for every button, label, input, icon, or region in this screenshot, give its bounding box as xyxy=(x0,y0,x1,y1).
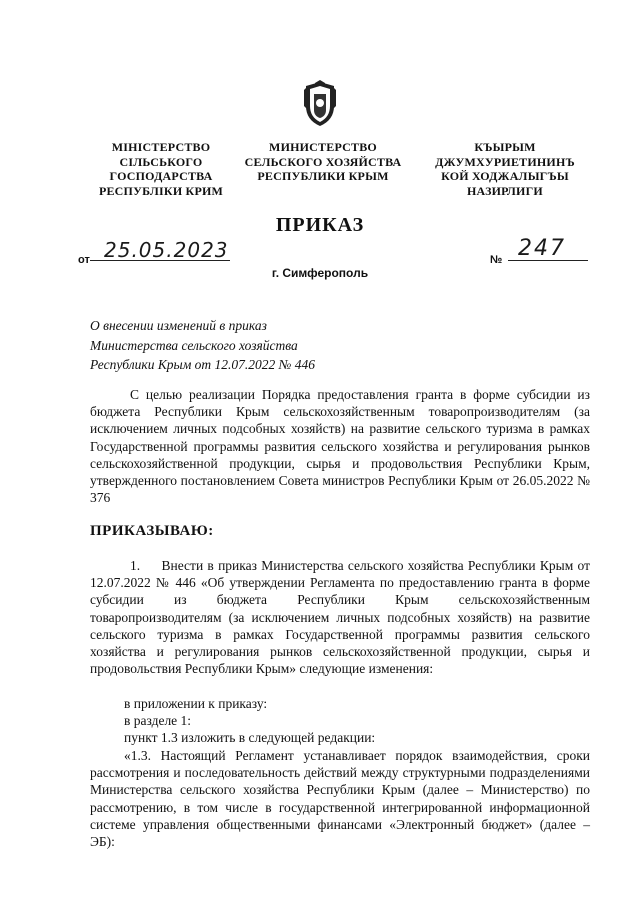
document-title: ПРИКАЗ xyxy=(275,214,365,236)
handwritten-date: 25.05.2023 xyxy=(104,238,229,262)
line-point: пункт 1.3 изложить в следующей редакции: xyxy=(124,730,376,745)
line-appendix: в приложении к приказу: xyxy=(124,696,268,711)
city: г. Симферополь xyxy=(271,266,369,280)
ministry-name-ukrainian: МІНІСТЕРСТВО СІЛЬСЬКОГО ГОСПОДАРСТВА РЕСПУБЛІКИ КРИМ xyxy=(98,140,224,198)
intro-paragraph: С целью реализации Порядка предоставления гранта в форме субсидии из бюджета Республики Крым сельскохозяйственным товаропроизводителям (за исключением личных подсобных хозяйств) на развитие сельского туризма в рамках Государственной программы развития сельского хозяйства и регулирования рынков сельскохозяйственной продукции, сырья и продовольствия Республики Крым, утвержденного постановлением Совета министров Республики Крым от 26.05.2022 № 376 xyxy=(90,387,590,506)
number-prefix: № xyxy=(490,254,503,266)
document-subject: О внесении изменений в приказ Министерства сельского хозяйства Республики Крым от 12.07.2022 № 446 xyxy=(90,318,316,372)
ministry-name-russian: МИНИСТЕРСТВО СЕЛЬСКОГО ХОЗЯЙСТВА РЕСПУБЛИКИ КРЫМ xyxy=(244,140,402,183)
paragraph-1-3: «1.3. Настоящий Регламент устанавливает порядок взаимодействия, сроки рассмотрения и последовательность действий между структурными подразделениями Министерства сельского хозяйства Республики Крым (далее – Министерство) по рассмотрению, в том числе в государственной интегрированной информационной системе управления общественными финансами «Электронный бюджет» (далее – ЭБ): xyxy=(90,748,590,850)
date-prefix: от xyxy=(78,254,90,266)
coat-of-arms-emblem-icon xyxy=(300,80,340,128)
paragraph-1: 1. Внести в приказ Министерства сельского хозяйства Республики Крым от 12.07.2022 № 446 «Об утверждении Регламента по предоставлению гранта в форме субсидии из бюджета Республики Крым сельскохозяйственным товаропроизводителям (за исключением личных подсобных хозяйств) на развитие сельского туризма в рамках Государственной программы развития сельского хозяйства и регулирования рынков сельскохозяйственной продукции, сырья и продовольствия Республики Крым» следующие изменения: xyxy=(90,558,590,677)
handwritten-number: 247 xyxy=(518,236,566,261)
ministry-name-crimean-tatar: КЪЫРЫМ ДЖУМХУРИЕТИНИНЪ КОЙ ХОДЖАЛЫГЪЫ НАЗИРЛИГИ xyxy=(435,140,575,198)
order-heading: ПРИКАЗЫВАЮ: xyxy=(90,523,214,539)
line-section: в разделе 1: xyxy=(124,713,192,728)
